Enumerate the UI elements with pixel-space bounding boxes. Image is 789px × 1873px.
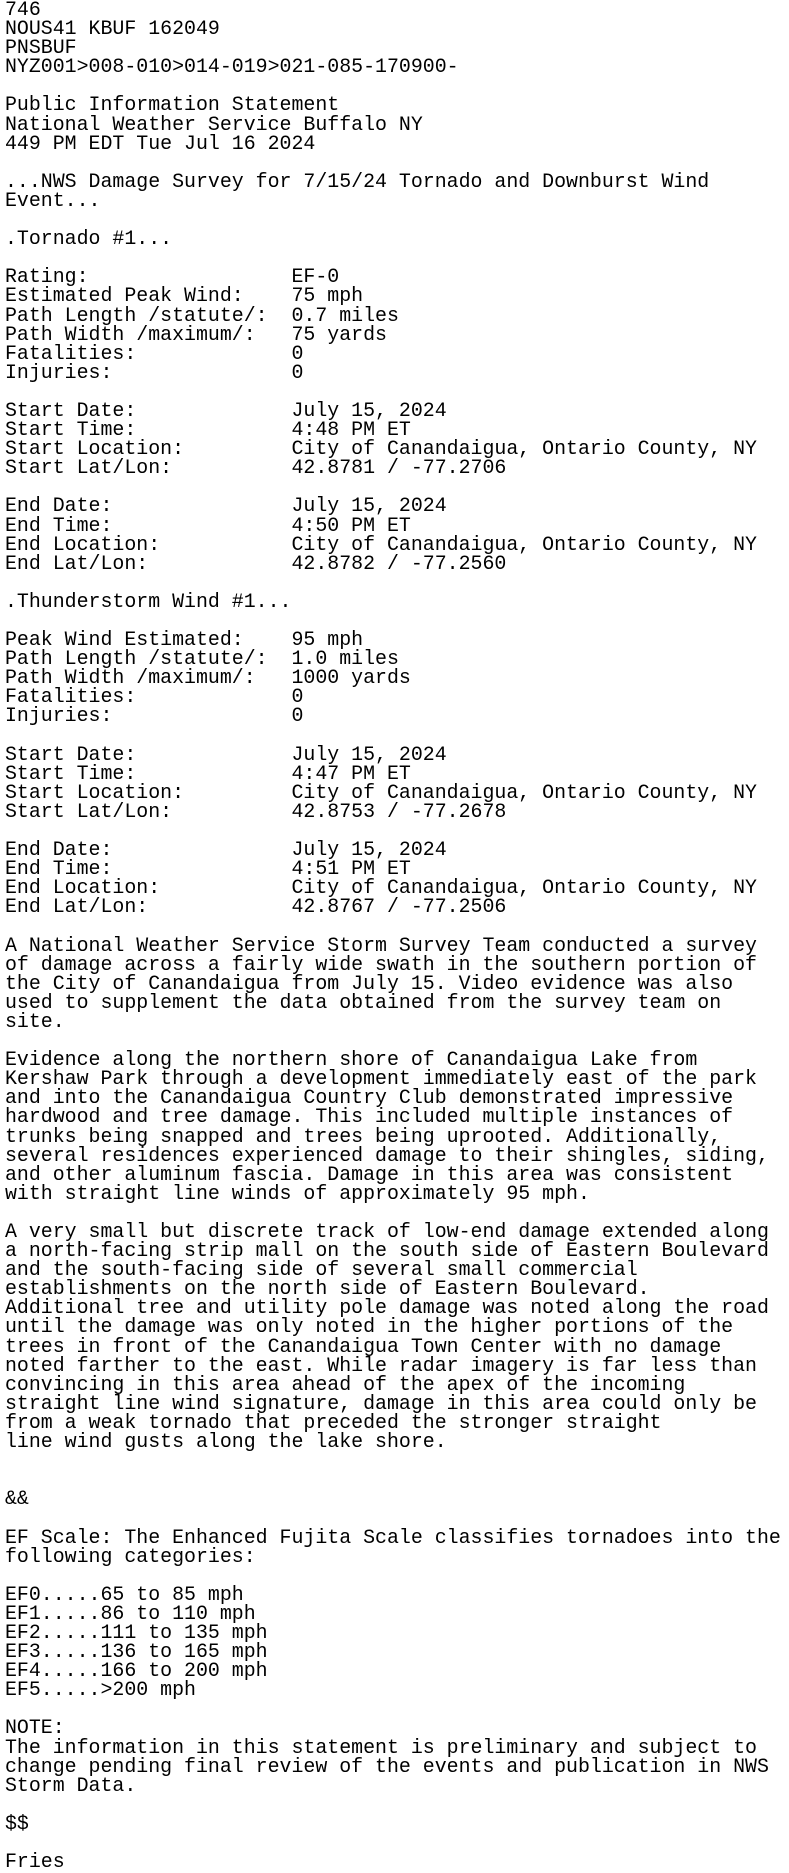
- text-line: noted farther to the east. While radar imagery is far less than: [5, 1353, 757, 1377]
- text-line: from a weak tornado that preceded the stronger straight: [5, 1410, 662, 1434]
- text-line: until the damage was only noted in the higher portions of the: [5, 1315, 734, 1339]
- text-line: A National Weather Service Storm Survey Team conducted a survey: [5, 933, 757, 957]
- text-line: with straight line winds of approximately 95 mph.: [5, 1181, 590, 1205]
- text-line: line wind gusts along the lake shore.: [5, 1430, 447, 1454]
- text-line: several residences experienced damage to their shingles, siding,: [5, 1143, 769, 1167]
- text-line: [5, 726, 789, 745]
- text-line: Estimated Peak Wind: 75 mph: [5, 284, 364, 308]
- text-line: change pending final review of the events and publication in NWS: [5, 1754, 769, 1778]
- text-line: EF Scale: The Enhanced Fujita Scale classifies tornadoes into the: [5, 1525, 781, 1549]
- text-line: Path Width /maximum/: 75 yards: [5, 322, 387, 346]
- text-line: End Time: 4:50 PM ET: [5, 513, 411, 537]
- text-line: hardwood and tree damage. This included multiple instances of: [5, 1105, 734, 1129]
- text-line: of damage across a fairly wide swath in the southern portion of: [5, 952, 757, 976]
- text-line: trunks being snapped and trees being uprooted. Additionally,: [5, 1124, 722, 1148]
- text-line: .Tornado #1...: [5, 227, 173, 251]
- text-line: Path Length /statute/: 0.7 miles: [5, 303, 399, 327]
- text-line: End Date: July 15, 2024: [5, 838, 447, 862]
- text-line: Start Time: 4:47 PM ET: [5, 761, 411, 785]
- text-line: Start Time: 4:48 PM ET: [5, 418, 411, 442]
- text-line: EF5.....>200 mph: [5, 1678, 196, 1702]
- text-line: Rating: EF-0: [5, 265, 340, 289]
- text-line: Fatalities: 0: [5, 341, 304, 365]
- text-line: EF1.....86 to 110 mph: [5, 1601, 256, 1625]
- text-line: EF3.....136 to 165 mph: [5, 1640, 268, 1664]
- text-line: EF0.....65 to 85 mph: [5, 1582, 244, 1606]
- text-line: Fries: [5, 1850, 65, 1873]
- text-line: [5, 153, 789, 172]
- text-line: Kershaw Park through a development immediately east of the park: [5, 1067, 757, 1091]
- text-line: and the south-facing side of several small commercial: [5, 1258, 638, 1282]
- text-line: [5, 1508, 789, 1527]
- text-line: End Lat/Lon: 42.8782 / -77.2560: [5, 551, 507, 575]
- text-line: straight line wind signature, damage in this area could only be: [5, 1391, 757, 1415]
- text-line: End Date: July 15, 2024: [5, 494, 447, 518]
- text-line: [5, 1470, 789, 1489]
- text-line: Start Location: City of Canandaigua, Ontario County, NY: [5, 437, 757, 461]
- text-line: convincing in this area ahead of the apex of the incoming: [5, 1372, 686, 1396]
- text-line: EF2.....111 to 135 mph: [5, 1620, 268, 1644]
- text-line: following categories:: [5, 1544, 256, 1568]
- text-line: 746: [5, 0, 41, 21]
- text-line: ...NWS Damage Survey for 7/15/24 Tornado and Downburst Wind: [5, 169, 710, 193]
- text-line: End Location: City of Canandaigua, Ontario County, NY: [5, 876, 757, 900]
- text-line: 449 PM EDT Tue Jul 16 2024: [5, 131, 316, 155]
- text-line: Event...: [5, 188, 101, 212]
- text-line: Public Information Statement: [5, 93, 340, 117]
- text-line: Start Lat/Lon: 42.8781 / -77.2706: [5, 456, 507, 480]
- text-line: NOTE:: [5, 1716, 65, 1740]
- text-line: and into the Canandaigua Country Club demonstrated impressive: [5, 1086, 734, 1110]
- text-line: National Weather Service Buffalo NY: [5, 112, 423, 136]
- text-line: End Time: 4:51 PM ET: [5, 857, 411, 881]
- text-line: Start Date: July 15, 2024: [5, 398, 447, 422]
- text-line: Start Lat/Lon: 42.8753 / -77.2678: [5, 799, 507, 823]
- text-line: The information in this statement is preliminary and subject to: [5, 1735, 757, 1759]
- text-line: NYZ001>008-010>014-019>021-085-170900-: [5, 55, 459, 79]
- text-line: End Lat/Lon: 42.8767 / -77.2506: [5, 895, 507, 919]
- text-line: Storm Data.: [5, 1773, 137, 1797]
- text-line: NOUS41 KBUF 162049: [5, 17, 220, 41]
- text-line: Fatalities: 0: [5, 685, 304, 709]
- text-line: PNSBUF: [5, 36, 77, 60]
- text-line: Start Location: City of Canandaigua, Ontario County, NY: [5, 780, 757, 804]
- text-line: establishments on the north side of Eastern Boulevard.: [5, 1277, 650, 1301]
- text-line: Peak Wind Estimated: 95 mph: [5, 628, 364, 652]
- text-line: &&: [5, 1487, 29, 1511]
- text-line: [5, 1566, 789, 1585]
- text-line: a north-facing strip mall on the south side of Eastern Boulevard: [5, 1239, 769, 1263]
- text-line: Path Width /maximum/: 1000 yards: [5, 666, 411, 690]
- text-line: used to supplement the data obtained from the survey team on: [5, 990, 722, 1014]
- text-line: the City of Canandaigua from July 15. Video evidence was also: [5, 971, 734, 995]
- text-line: $$: [5, 1811, 29, 1835]
- text-line: End Location: City of Canandaigua, Ontario County, NY: [5, 532, 757, 556]
- text-line: trees in front of the Canandaigua Town Center with no damage: [5, 1334, 722, 1358]
- text-line: Start Date: July 15, 2024: [5, 742, 447, 766]
- text-line: A very small but discrete track of low-end damage extended along: [5, 1220, 769, 1243]
- text-line: Injuries: 0: [5, 360, 304, 384]
- text-line: [5, 1795, 789, 1814]
- text-line: EF4.....166 to 200 mph: [5, 1659, 268, 1683]
- text-line: and other aluminum fascia. Damage in this area was consistent: [5, 1162, 734, 1186]
- text-line: .Thunderstorm Wind #1...: [5, 589, 292, 613]
- text-line: site.: [5, 1009, 65, 1033]
- text-line: Injuries: 0: [5, 704, 304, 728]
- text-line: [5, 1451, 789, 1470]
- text-line: [5, 1699, 789, 1718]
- public-information-statement: [5, 0, 789, 1871]
- text-line: Evidence along the northern shore of Canandaigua Lake from: [5, 1048, 698, 1072]
- text-line: Additional tree and utility pole damage was noted along the road: [5, 1296, 769, 1320]
- text-line: Path Length /statute/: 1.0 miles: [5, 647, 399, 671]
- text-line: [5, 1833, 789, 1852]
- text-line: [5, 917, 789, 936]
